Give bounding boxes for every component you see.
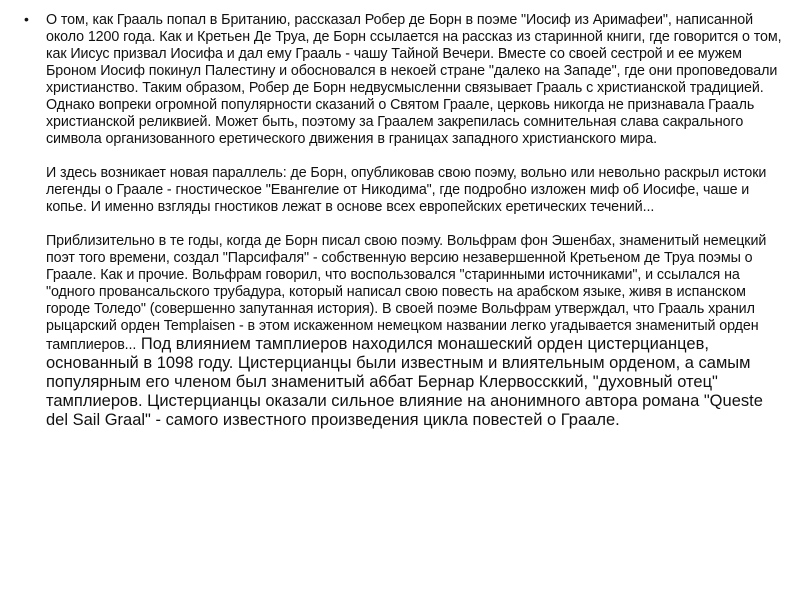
bullet-marker: • — [24, 11, 29, 27]
paragraph-spacer — [46, 148, 786, 165]
paragraph-2: И здесь возникает новая параллель: де Борн, опубликовав свою поэму, вольно или невольно раскрыл истоки легенды о Граале - гностическое "Евангелие от Никодима", где подробно изложен миф об Иосифе, чаше и копье. И именно взгляды гностиков лежат в основе всех европейских еретических течений... — [46, 165, 767, 215]
paragraph-spacer — [46, 216, 786, 233]
paragraph-3-large: Под влиянием тамплиеров находился монашеский орден цистерцианцев, основанный в 1098 году. Цистерцианцы были известным и влиятельным орденом, а самым популярным его членом был знаменитый а6бат Бернар Клервоссккий, "духовный отец" тамплиеров. Цистерцианцы оказали сильное влияние на анонимного автора романа "Queste del Sail Graal" - самого известного произведения цикла повестей о Граале. — [46, 335, 763, 429]
text-body — [46, 12, 786, 430]
paragraph-3-regular: Приблизительно в те годы, когда де Борн писал свою поэму. Вольфрам фон Эшенбах, знаменитый немецкий поэт того времени, создал "Парсифаля" - собственную версию незавершенной Кретьеном де Труа поэмы о Граале. Как и прочие. Вольфрам говорил, что воспользовался "старинными источниками", и ссылался на "одного провансальского трубадура, который написал свою повесть на арабском языке, живя в испанском городе Толедо" (совершенно запутанная история). В своей поэме Вольфрам утверждал, что Грааль хранил рыцарский орден Templaisen - в этом искаженном немецком названии легко угадывается знаменитый орден тамплиеров... — [46, 233, 767, 353]
paragraph-1: О том, как Грааль попал в Британию, рассказал Робер де Борн в поэме "Иосиф из Аримафеи", написанной около 1200 года. Как и Кретьен Де Труа, де Борн ссылается на рассказ из старинной книги, где говорится о том, как Иисус призвал Иосифа и дал ему Грааль - чашу Тайной Вечери. Вместе со своей сестрой и ее мужем Броном Иосиф покинул Палестину и обосновался в некоей стране "далеко на Западе", где они проповедовали христианство. Таким образом, Робер де Борн недвусмысленни связывает Грааль с христианской традицией. Однако вопреки огромной популярности сказаний о Святом Граале, церковь никогда не признавала Грааль христианской реликвией. Может быть, поэтому за Граалем закрепилась сомнительная слава сакрального символа организованного еретического движения в границах западного христианского мира. — [46, 12, 782, 147]
paragraph-3 — [46, 233, 786, 430]
